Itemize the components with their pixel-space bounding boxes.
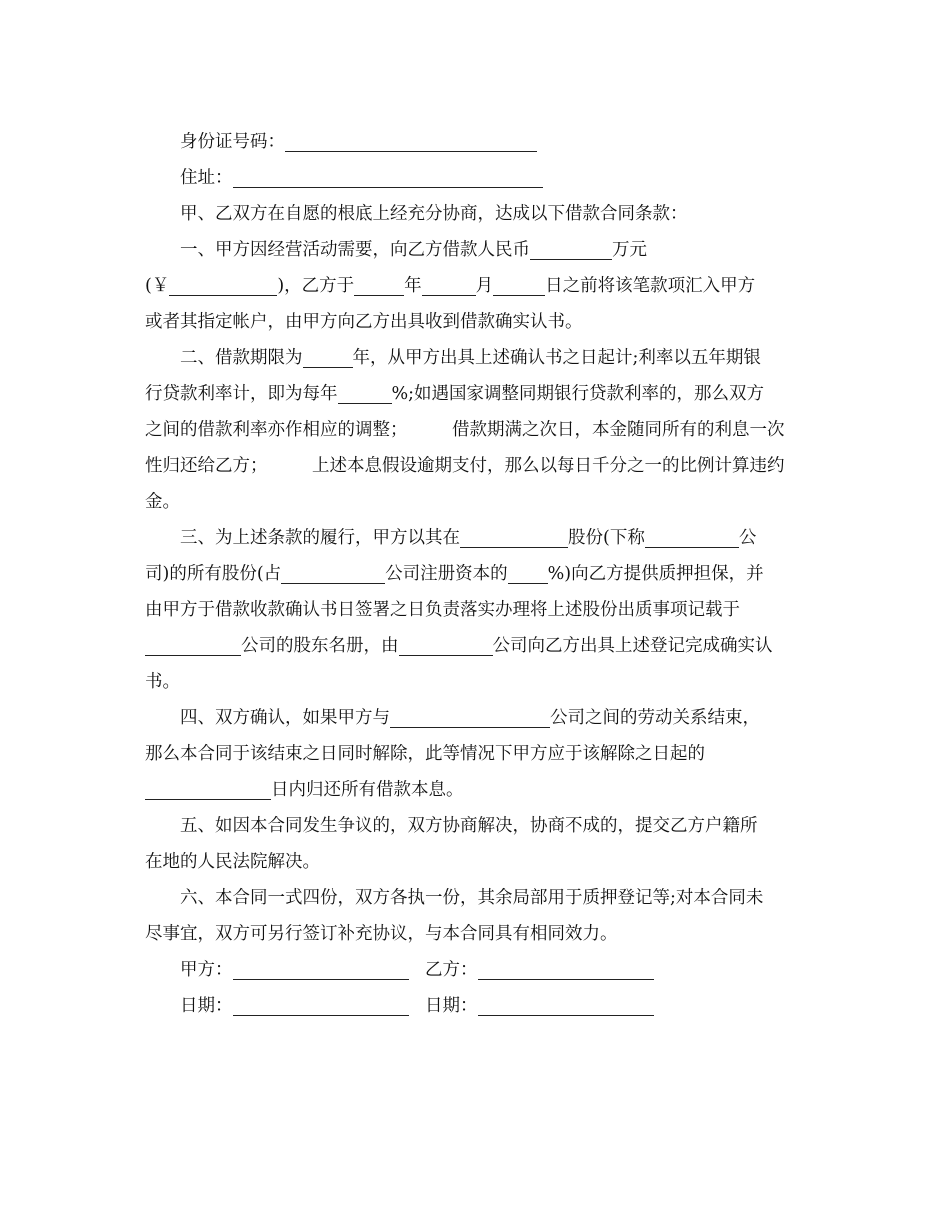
- contract-document: [145, 124, 809, 1024]
- party-b-signature: [425, 952, 654, 988]
- clause2-line2: [145, 376, 809, 412]
- signature-date-row: [145, 988, 809, 1024]
- date-b-blank: [478, 996, 654, 1015]
- id-number-line: [145, 124, 809, 160]
- clause3-line3: [145, 592, 809, 628]
- clause6-line1: [145, 880, 809, 916]
- clause3-text-c: 公: [738, 528, 757, 548]
- clause2-text-f: 性归还给乙方； 上述本息假设逾期支付，那么以每日千分之一的比例计算违约: [145, 456, 785, 476]
- address-line: [145, 160, 809, 196]
- clause4-line3: [145, 772, 809, 808]
- date-a-label: 日期：: [180, 996, 233, 1016]
- id-number-blank: [285, 132, 537, 151]
- clause1-line2: [145, 268, 809, 304]
- day-blank: [493, 276, 545, 295]
- clause2-line5: [145, 484, 809, 520]
- clause3-text-e: 公司注册资本的: [385, 564, 508, 584]
- clause3-text-f: %)向乙方提供质押担保，并: [547, 564, 764, 584]
- issuing-company-blank: [399, 636, 493, 655]
- year-blank: [354, 276, 404, 295]
- clause1-line3: [145, 304, 809, 340]
- intro-text: 甲、乙双方在自愿的根底上经充分协商，达成以下借款合同条款：: [180, 204, 688, 224]
- id-number-label: 身份证号码：: [180, 132, 285, 152]
- clause3-line4: [145, 628, 809, 664]
- clause2-line3: [145, 412, 809, 448]
- clause1-text-h: 或者其指定帐户，由甲方向乙方出具收到借款确实认书。: [145, 312, 583, 332]
- clause2-text-e: 之间的借款利率亦作相应的调整； 借款期满之次日，本金随同所有的利息一次: [145, 420, 785, 440]
- clause4-line2: [145, 736, 809, 772]
- clause1-text-g: 日之前将该笔款项汇入甲方: [545, 276, 756, 296]
- clause3-text-i: 公司向乙方出具上述登记完成确实认: [492, 636, 773, 656]
- clause5-line2: [145, 844, 809, 880]
- loan-amount-blank: [530, 240, 612, 259]
- clause6-line2: [145, 916, 809, 952]
- employer-company-blank: [390, 708, 550, 727]
- date-b-label: 日期：: [425, 996, 478, 1016]
- clause2-line1: [145, 340, 809, 376]
- share-percent-company-blank: [281, 564, 385, 583]
- clause3-text-g: 由甲方于借款收款确认书日签署之日负责落实办理将上述股份出质事项记载于: [145, 600, 740, 620]
- clause1-text-a: 一、甲方因经营活动需要，向乙方借款人民币: [180, 240, 530, 260]
- clause3-line5: [145, 664, 809, 700]
- party-a-label: 甲方：: [180, 960, 233, 980]
- address-label: 住址：: [180, 168, 233, 188]
- clause3-line2: [145, 556, 809, 592]
- clause1-text-f: 月: [475, 276, 494, 296]
- clause5-line1: [145, 808, 809, 844]
- clause3-line1: [145, 520, 809, 556]
- party-b-blank: [478, 960, 654, 979]
- date-b-signature: [425, 988, 654, 1024]
- clause2-text-d: %;如遇国家调整同期银行贷款利率的，那么双方: [391, 384, 765, 404]
- clause4-text-d: 日内归还所有借款本息。: [271, 780, 464, 800]
- clause3-text-j: 书。: [145, 672, 180, 692]
- shareholder-register-company-blank: [145, 636, 241, 655]
- clause2-text-c: 行贷款利率计，即为每年: [145, 384, 338, 404]
- clause4-line1: [145, 700, 809, 736]
- clause2-text-g: 金。: [145, 492, 180, 512]
- clause1-text-d: )，乙方于: [277, 276, 355, 296]
- clause1-text-b: 万元: [612, 240, 647, 260]
- loan-term-blank: [303, 348, 353, 367]
- clause1-text-c: (￥: [145, 276, 170, 296]
- clause4-text-c: 那么本合同于该结束之日同时解除，此等情况下甲方应于该解除之日起的: [145, 744, 705, 764]
- clause2-text-a: 二、借款期限为: [180, 348, 303, 368]
- clause1-line1: [145, 232, 809, 268]
- clause4-text-a: 四、双方确认，如果甲方与: [180, 708, 390, 728]
- company-alias-blank: [645, 528, 739, 547]
- clause4-text-b: 公司之间的劳动关系结束，: [550, 708, 760, 728]
- clause3-text-a: 三、为上述条款的履行，甲方以其在: [180, 528, 460, 548]
- clause1-text-e: 年: [404, 276, 422, 296]
- date-a-signature: [180, 988, 425, 1024]
- pledge-company-blank: [460, 528, 568, 547]
- clause5-text-b: 在地的人民法院解决。: [145, 852, 320, 872]
- party-a-signature: [180, 952, 425, 988]
- party-b-label: 乙方：: [425, 960, 478, 980]
- date-a-blank: [233, 996, 409, 1015]
- clause3-text-h: 公司的股东名册，由: [241, 636, 399, 656]
- clause3-text-b: 股份(下称: [568, 528, 645, 548]
- clause2-text-b: 年，从甲方出具上述确认书之日起计;利率以五年期银: [352, 348, 761, 368]
- interest-rate-blank: [338, 384, 392, 403]
- clause6-text-b: 尽事宜，双方可另行签订补充协议，与本合同具有相同效力。: [145, 924, 618, 944]
- loan-amount-figure-blank: [169, 276, 277, 295]
- clause6-text-a: 六、本合同一式四份，双方各执一份，其余局部用于质押登记等;对本合同未: [180, 888, 764, 908]
- clause3-text-d: 司)的所有股份(占: [145, 564, 282, 584]
- clause5-text-a: 五、如因本合同发生争议的，双方协商解决，协商不成的，提交乙方户籍所: [180, 816, 758, 836]
- month-blank: [422, 276, 476, 295]
- repayment-days-blank: [145, 780, 271, 799]
- address-blank: [233, 168, 543, 187]
- intro-paragraph: [145, 196, 809, 232]
- clause2-line4: [145, 448, 809, 484]
- share-percent-blank: [508, 564, 548, 583]
- signature-party-row: [145, 952, 809, 988]
- party-a-blank: [233, 960, 409, 979]
